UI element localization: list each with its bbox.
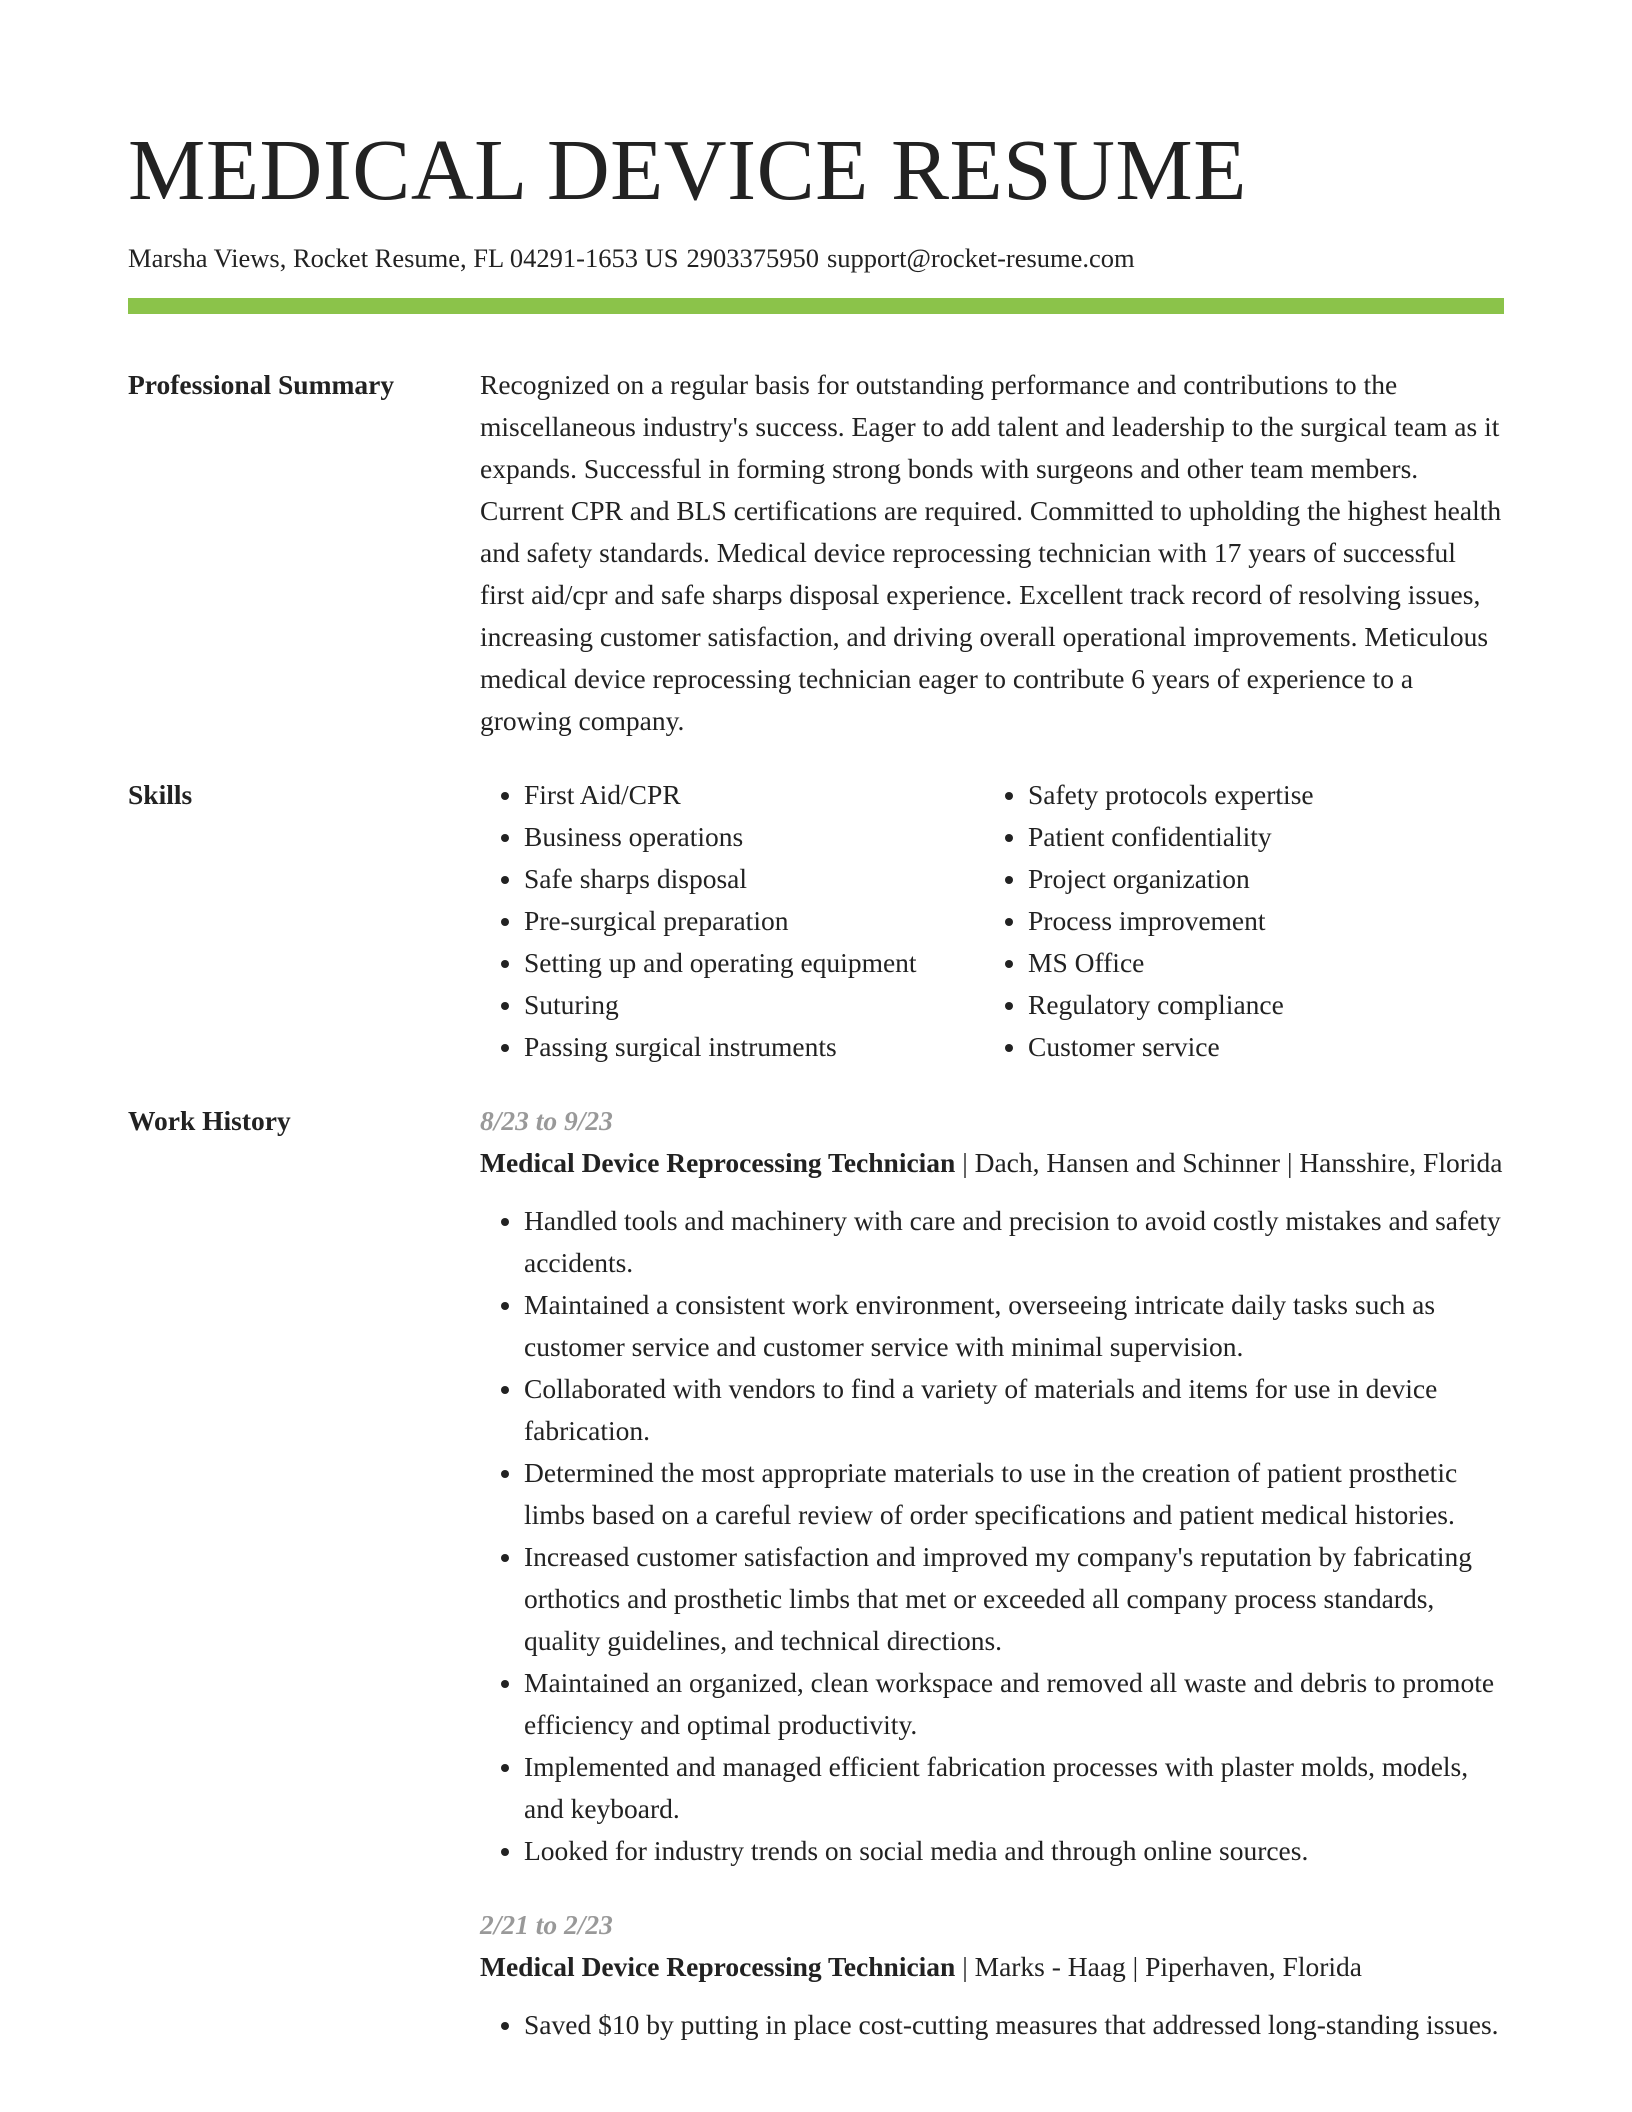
- resume-title: MEDICAL DEVICE RESUME: [128, 121, 1247, 218]
- job-entry: [480, 1904, 1504, 2046]
- contact-email: support@rocket-resume.com: [826, 243, 1135, 273]
- contact-line: [128, 240, 1504, 276]
- job-company-location: | Dach, Hansen and Schinner | Hansshire, Florida: [955, 1147, 1503, 1178]
- section-label-work-history: Work History: [128, 1105, 291, 1136]
- work-history-body: [480, 1100, 1504, 2046]
- section-label-summary: Professional Summary: [128, 369, 395, 400]
- skill-item: • First Aid/CPR: [524, 774, 984, 816]
- skill-item: • Customer service: [1028, 1026, 1488, 1068]
- job-bullet: • Determined the most appropriate materials to use in the creation of patient prosthetic limbs based on a careful review of order specifications and patient medical histories.: [524, 1452, 1504, 1536]
- job-bullet: • Saved $10 by putting in place cost-cutting measures that addressed long-standing issues.: [524, 2004, 1504, 2046]
- resume-page: [128, 0, 1504, 2046]
- job-bullet: • Collaborated with vendors to find a variety of materials and items for use in device fabrication.: [524, 1368, 1504, 1452]
- job-role: Medical Device Reprocessing Technician: [480, 1147, 956, 1178]
- job-dates: 8/23 to 9/23: [480, 1105, 613, 1136]
- job-entry: [480, 1100, 1504, 1872]
- skills-body: [480, 774, 1504, 1068]
- skills-list-right: [984, 774, 1488, 1068]
- skills-list-left: [480, 774, 984, 1068]
- skill-item: • Business operations: [524, 816, 984, 858]
- skill-item: • Safety protocols expertise: [1028, 774, 1488, 816]
- header-divider: [128, 298, 1504, 314]
- skill-item: • Regulatory compliance: [1028, 984, 1488, 1026]
- job-role: Medical Device Reprocessing Technician: [480, 1951, 956, 1982]
- job-bullet: • Handled tools and machinery with care and precision to avoid costly mistakes and safety accidents.: [524, 1200, 1504, 1284]
- skills-section: [128, 774, 1504, 1068]
- summary-body: [480, 364, 1504, 742]
- section-label-skills: Skills: [128, 779, 193, 810]
- professional-summary-section: [128, 364, 1504, 742]
- skill-item: • Setting up and operating equipment: [524, 942, 984, 984]
- job-dates: 2/21 to 2/23: [480, 1909, 613, 1940]
- job-bullet: • Increased customer satisfaction and improved my company's reputation by fabricating orthotics and prosthetic limbs that met or exceeded all company process standards, quality guidelines, and technical directions.: [524, 1536, 1504, 1662]
- skill-item: • Project organization: [1028, 858, 1488, 900]
- job-bullets: [480, 2004, 1504, 2046]
- job-bullet: • Looked for industry trends on social media and through online sources.: [524, 1830, 1504, 1872]
- job-bullet: • Maintained a consistent work environment, overseeing intricate daily tasks such as customer service and customer service with minimal supervision.: [524, 1284, 1504, 1368]
- job-bullets: [480, 1200, 1504, 1872]
- skill-item: • Process improvement: [1028, 900, 1488, 942]
- work-history-section: [128, 1100, 1504, 2046]
- job-bullet: • Implemented and managed efficient fabrication processes with plaster molds, models, and keyboard.: [524, 1746, 1504, 1830]
- contact-phone: 2903375950: [686, 243, 819, 273]
- skill-item: • Passing surgical instruments: [524, 1026, 984, 1068]
- skill-item: • Pre-surgical preparation: [524, 900, 984, 942]
- skill-item: • Safe sharps disposal: [524, 858, 984, 900]
- job-heading: [480, 1946, 1504, 1988]
- skill-item: • MS Office: [1028, 942, 1488, 984]
- job-company-location: | Marks - Haag | Piperhaven, Florida: [955, 1951, 1362, 1982]
- skill-item: • Patient confidentiality: [1028, 816, 1488, 858]
- contact-name-location: Marsha Views, Rocket Resume, FL 04291-1653 US: [128, 243, 679, 273]
- skill-item: • Suturing: [524, 984, 984, 1026]
- job-heading: [480, 1142, 1504, 1184]
- summary-text: Recognized on a regular basis for outstanding performance and contributions to the miscellaneous industry's success. Eager to add talent and leadership to the surgical team as it expands. Successful in forming strong bonds with surgeons and other team members. Current CPR and BLS certifications are required. Committed to upholding the highest health and safety standards. Medical device reprocessing technician with 17 years of successful first aid/cpr and safe sharps disposal experience. Excellent track record of resolving issues, increasing customer satisfaction, and driving overall operational improvements. Meticulous medical device reprocessing technician eager to contribute 6 years of experience to a growing company.: [480, 369, 1502, 736]
- job-bullet: • Maintained an organized, clean workspace and removed all waste and debris to promote efficiency and optimal productivity.: [524, 1662, 1504, 1746]
